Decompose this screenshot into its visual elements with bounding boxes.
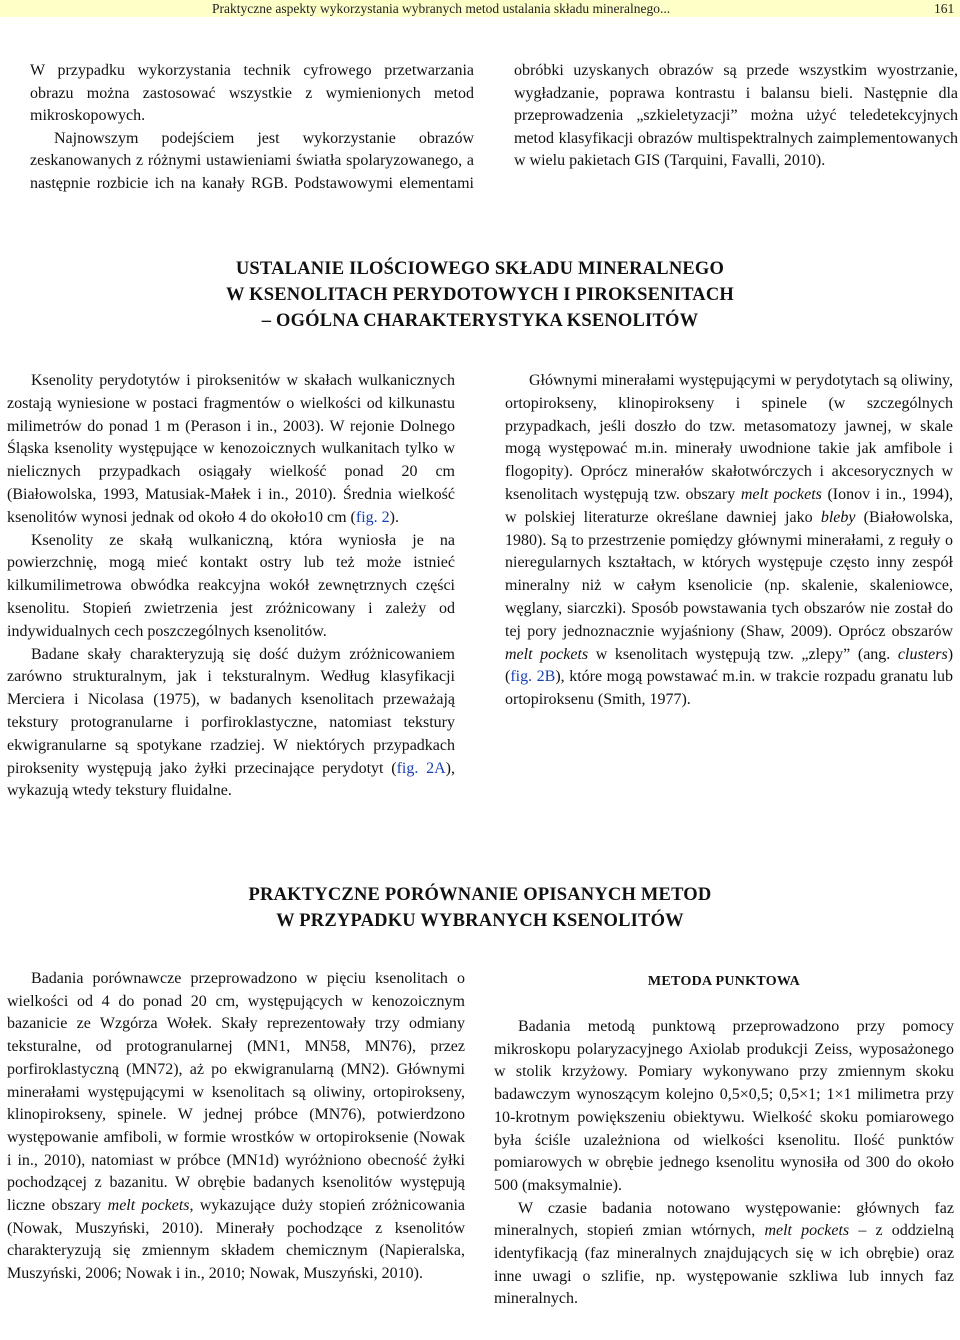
paragraph: Ksenolity ze skałą wulkaniczną, która wyniosła je na powierzchnię, mogą mieć kontakt ostry lub też może istnieć kilkumilimetrowa obwódka reakcyjna wokół zewnętrznych części ksenolitu. Stopień zwietrzenia jest zróżnicowany i zależy od indywidualnych cech poszczególnych ksenolitów. [7,531,455,640]
paragraph: Badania porównawcze przeprowadzono w pięciu ksenolitach o wielkości od 4 do ponad 20 cm, występujących w kenozoicznym bazanicie ze Wzgórza Wołek. Skały reprezentowały trzy odmiany teksturalne, od protogranularnej (MN1, MN58, MN76), przez porfiroklastyczną (MN72), aż po ekwigranularną (MN2). Głównymi minerałami występującymi w ksenolitach są oliwiny, ortopirokseny, klinopirokseny, spinele. W jednej próbce (MN76), potwierdzono występowanie amfiboli, w formie wrostków w ortopiroksenie (Nowak i in., 2010), natomiast w próbce (MN1d) wyróżniono obecność żyłki pochodzącej z bazanitu. W obrębie badanych ksenolitów występują liczne obszary melt pockets, wykazujące duży stopień zróżnicowania (Nowak, Muszyński, 2010). Minerały pochodzące z ksenolitów charakteryzują się zmiennym składem chemicznym (Napieralska, Muszyński, 2006; Nowak i in., 2010; Nowak, Muszyński, 2010). [7,970,465,1283]
section-title-line: – OGÓLNA CHARAKTERYSTYKA KSENOLITÓW [261,311,699,331]
section-title-line: PRAKTYCZNE PORÓWNANIE OPISANYCH METOD [248,885,712,905]
section-title-line: W KSENOLITACH PERYDOTOWYCH I PIROKSENITACH [225,285,735,305]
top-two-column-block [30,60,958,202]
section-title-line: USTALANIE ILOŚCIOWEGO SKŁADU MINERALNEGO [235,259,725,279]
paragraph: Badania metodą punktową przeprowadzono przy pomocy mikroskopu polaryzacyjnego Axiolab produkcji Zeiss, wyposażonego w stolik krzyżowy. Pomiary wykonywano przy zmiennym skoku badawczym wynoszącym kolejno 0,5×0,5; 0,5×1; 1×1 milimetra przy 10-krotnym powiększeniu obiektywu. Wielkość skoku pomiarowego była ściśle uzależniona od wielkości ksenolitu. Ilość punktów pomiarowych w obrębie jednego ksenolitu wynosiła od 300 do około 500 (maksymalnie). [494,1018,954,1194]
page-number: 161 [934,1,955,16]
paragraph: W czasie badania notowano występowanie: głównych faz mineralnych, stopień zmian wtórnych, melt pockets – z oddzielną identyfikacją (faz mineralnych znajdujących się w ich obrębie) oraz inne uwagi o szlifie, np. występowanie szkliwa lub innych faz mineralnych. [494,1199,954,1308]
section1-body [7,370,953,820]
figure-link[interactable]: fig. 2 [355,508,390,526]
paragraph: W przypadku wykorzystania technik cyfrowego przetwarzania obrazu można zastosować wszystkie z wymienionych metod mikroskopowych. [30,62,474,125]
running-header [0,0,960,17]
paragraph: Najnowszym podejściem jest wykorzystanie obrazów zeskanowanych z różnymi ustawieniami światła spolaryzowanego, a następnie rozbicie ich na kanały RGB. Podstawowymi elementami obróbki uzyskanych obrazów są przede wszystkim wyostrzanie, wygładzanie, poprawa kontrastu i balansu bieli. Następnie dla przeprowadzenia „szkieletyzacji” można użyć teledetekcyjnych metod klasyfikacji obrazów multispektralnych zaimplementowanych w wielu pakietach GIS (Tarquini, Favalli, 2010). [30,62,958,192]
figure-link[interactable]: fig. 2B [510,668,556,686]
section-title-line: W PRZYPADKU WYBRANYCH KSENOLITÓW [276,911,684,931]
paragraph: Badane skały charakteryzują się dość dużym zróżnicowaniem zarówno strukturalnym, jak i teksturalnym. Według klasyfikacji Merciera i Nicolasa (1975), w badanych ksenolitach przeważają tekstury protogranularne i porfiroklastyczne, natomiast tekstury ekwigranularne są spotykane rzadziej. W niektórych przypadkach piroksenity występują jako żyłki przecinające perydotyt (fig. 2A), wykazują wtedy tekstury fluidalne. [7,645,455,800]
subsection-title: METODA PUNKTOWA [647,974,801,989]
running-header-title: Praktyczne aspekty wykorzystania wybranych metod ustalania składu mineralnego... [212,1,671,16]
section2-left-column [7,968,465,1340]
paragraph: Ksenolity perydotytów i piroksenitów w skałach wulkanicznych zostają wyniesione w postaci fragmentów o wielkości od kilkunastu milimetrów do ponad 1 m (Perason i in., 2003). W rejonie Dolnego Śląska ksenolity występujące w kenozoicznych wulkanitach tylko w nielicznych przypadkach osiągały wielkość ponad 20 cm (Białowolska, 1993, Matusiak-Małek i in., 2010). Średnia wielkość ksenolitów wynosi jednak od około 4 do około10 cm (fig. 2). [7,372,455,526]
section2-right-column [494,1016,954,1340]
figure-link[interactable]: fig. 2A [396,759,446,777]
paragraph: Głównymi minerałami występującymi w perydotytach są oliwiny, ortopirokseny, klinopirokseny i spinele (w szczególnych przypadkach, jeśli doszło do tzw. metasomatozy jawnej, w skale mogą występować m.in. minerały uwodnione takie jak amfibole i flogopity). Oprócz minerałów skałotwórczych i akcesorycznych w ksenolitach występują tzw. obszary melt pockets (Ionov i in., 1994), w polskiej literaturze określane dawniej jako bleby (Białowolska, 1980). Są to przestrzenie pomiędzy głównymi minerałami, z reguły o nieregularnych kształtach, w których występuje często inny zespół mineralny niż w całym ksenolicie (np. skalenie, skaleniowce, węglany, siarczki). Sposób powstawania tych obszarów nie został do tej pory jednoznacznie wyjaśniony (Shaw, 2009). Oprócz obszarów melt pockets w ksenolitach występują tzw. „zlepy” (ang. clusters) (fig. 2B), które mogą powstawać m.in. w trakcie rozpadu granatu lub ortopiroksenu (Smith, 1977). [505,372,954,709]
